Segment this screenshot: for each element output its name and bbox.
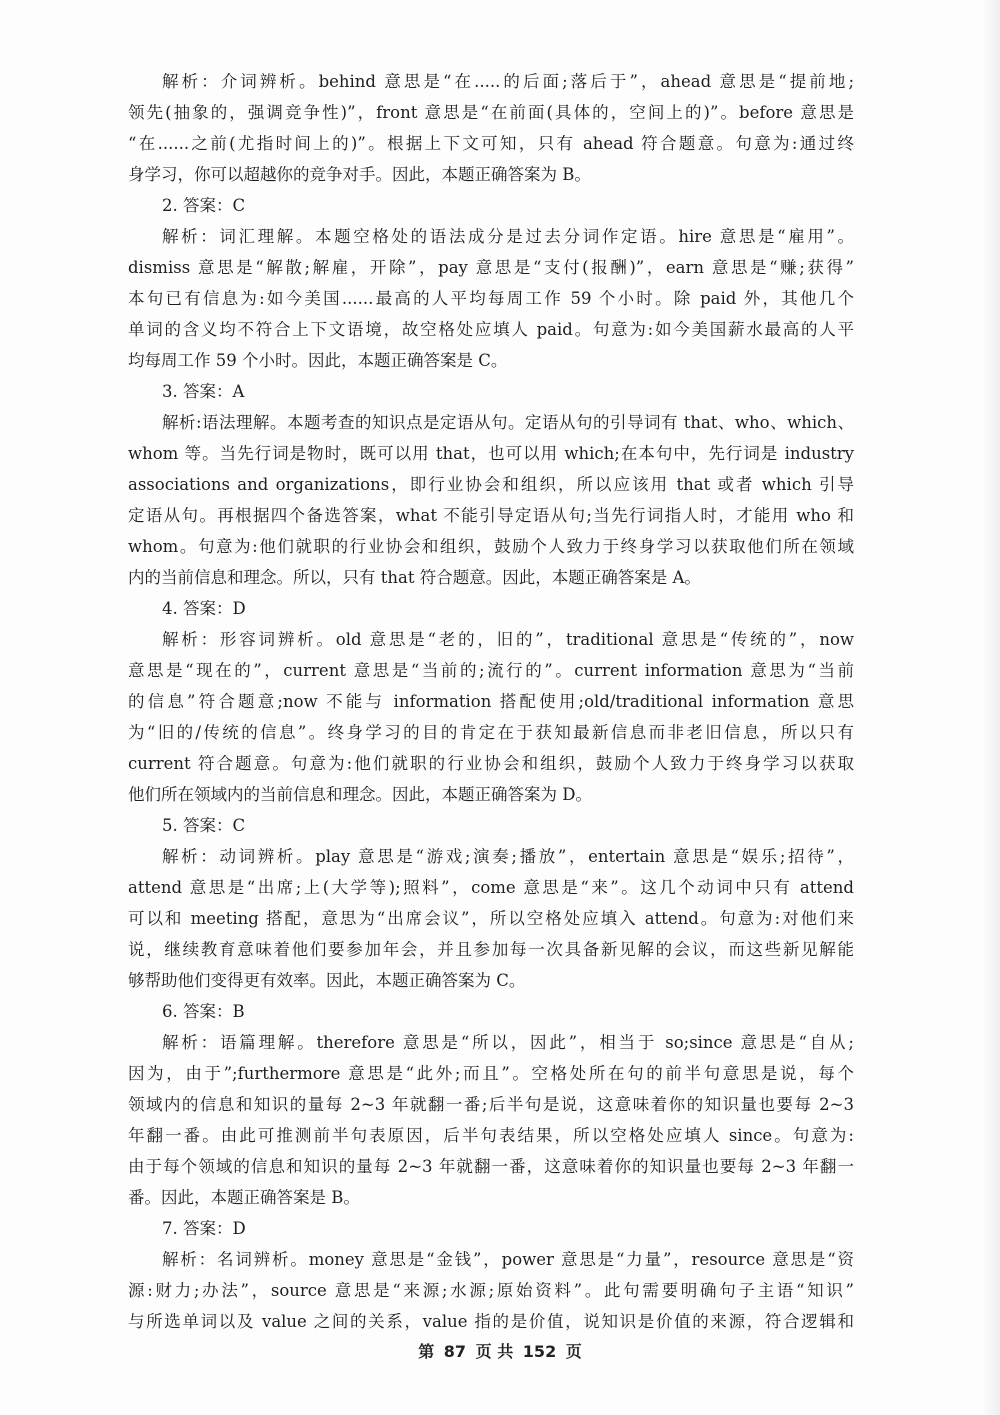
answer-heading: 3. 答案：A: [162, 382, 245, 401]
answer-heading: 7. 答案：D: [162, 1219, 246, 1238]
footer-middle: 页 共: [475, 1342, 514, 1361]
text-line: 源:财力;办法”，source 意思是“来源;水源;原始资料”。此句需要明确句子主语“知识”: [128, 1281, 854, 1300]
text-line: 解析:语法理解。本题考查的知识点是定语从句。定语从句的引导词有 that、who、which、: [162, 413, 854, 432]
total-page-count: 152: [522, 1342, 557, 1361]
text-line: current 符合题意。句意为:他们就职的行业协会和组织，鼓励个人致力于终身学习以获取: [128, 754, 854, 773]
scan-edge-shadow: [982, 0, 1000, 1415]
text-line: 年翻一番。由此可推测前半句表原因，后半句表结果，所以空格处应填人 since。句意为:: [128, 1126, 854, 1145]
text-line: 身学习，你可以超越你的竞争对手。因此，本题正确答案为 B。: [128, 165, 591, 184]
text-line: 领域内的信息和知识的量每 2~3 年就翻一番;后半句是说，这意味着你的知识量也要每 2~3: [128, 1095, 854, 1114]
text-line: 均每周工作 59 个小时。因此，本题正确答案是 C。: [128, 351, 508, 370]
text-line: 解析：形容词辨析。old 意思是“老的，旧的”，traditional 意思是“传统的”，now: [162, 630, 854, 649]
answer-heading: 5. 答案：C: [162, 816, 246, 835]
text-line: whom 等。当先行词是物时，既可以用 that，也可以用 which;在本句中，先行词是 industry: [128, 444, 854, 463]
text-line: 与所选单词以及 value 之间的关系，value 指的是价值，说知识是价值的来源，符合逻辑和: [128, 1312, 854, 1331]
footer-prefix: 第: [418, 1342, 435, 1361]
text-line: 够帮助他们变得更有效率。因此，本题正确答案为 C。: [128, 971, 526, 990]
answer-explanations-body: [128, 66, 854, 1337]
text-line: 番。因此，本题正确答案是 B。: [128, 1188, 360, 1207]
answer-heading: 6. 答案：B: [162, 1002, 245, 1021]
text-line: 可以和 meeting 搭配，意思为“出席会议”，所以空格处应填入 attend。句意为:对他们来: [128, 909, 854, 928]
text-line: 本句已有信息为:如今美国......最高的人平均每周工作 59 个小时。除 paid 外，其他几个: [128, 289, 854, 308]
text-line: dismiss 意思是“解散;解雇，开除”，pay 意思是“支付(报酬)”，earn 意思是“赚;获得”: [128, 258, 854, 277]
text-line: 内的当前信息和理念。所以，只有 that 符合题意。因此，本题正确答案是 A。: [128, 568, 701, 587]
page-footer: [0, 1339, 1000, 1362]
text-line: “在......之前(尤指时间上的)”。根据上下文可知，只有 ahead 符合题意。句意为:通过终: [128, 134, 854, 153]
text-line: associations and organizations，即行业协会和组织，所以应该用 that 或者 which 引导: [128, 475, 854, 494]
footer-suffix: 页: [565, 1342, 582, 1361]
current-page-number: 87: [443, 1342, 467, 1361]
text-line: 由于每个领域的信息和知识的量每 2~3 年就翻一番，这意味着你的知识量也要每 2~3 年翻一: [128, 1157, 854, 1176]
text-line: 解析：名词辨析。money 意思是“金钱”，power 意思是“力量”，resource 意思是“资: [162, 1250, 854, 1269]
text-line: 解析：语篇理解。therefore 意思是“所以，因此”，相当于 so;since 意思是“自从;: [162, 1033, 854, 1052]
answer-heading: 2. 答案：C: [162, 196, 246, 215]
text-line: 他们所在领域内的当前信息和理念。因此，本题正确答案为 D。: [128, 785, 592, 804]
text-line: 为“旧的/传统的信息”。终身学习的目的肯定在于获知最新信息而非老旧信息，所以只有: [128, 723, 854, 742]
text-line: 解析：词汇理解。本题空格处的语法成分是过去分词作定语。hire 意思是“雇用”。: [162, 227, 854, 246]
text-line: 单词的含义均不符合上下文语境，故空格处应填人 paid。句意为:如今美国薪水最高的人平: [128, 320, 854, 339]
text-line: 解析：介词辨析。behind 意思是“在.....的后面;落后于”，ahead 意思是“提前地;: [162, 72, 854, 91]
text-line: 领先(抽象的，强调竞争性)”，front 意思是“在前面(具体的，空间上的)”。before 意思是: [128, 103, 854, 122]
text-line: 解析：动词辨析。play 意思是“游戏;演奏;播放”，entertain 意思是“娱乐;招待”，: [162, 847, 854, 866]
text-line: whom。句意为:他们就职的行业协会和组织，鼓励个人致力于终身学习以获取他们所在领域: [128, 537, 854, 556]
text-line: 说，继续教育意味着他们要参加年会，并且参加每一次具备新见解的会议，而这些新见解能: [128, 940, 854, 959]
text-line: 因为，由于”;furthermore 意思是“此外;而且”。空格处所在句的前半句意思是说，每个: [128, 1064, 854, 1083]
text-line: attend 意思是“出席;上(大学等);照料”，come 意思是“来”。这几个动词中只有 attend: [128, 878, 854, 897]
text-line: 意思是“现在的”，current 意思是“当前的;流行的”。current information 意思为“当前: [128, 661, 854, 680]
text-line: 的信息”符合题意;now 不能与 information 搭配使用;old/traditional information 意思: [128, 692, 854, 711]
answer-heading: 4. 答案：D: [162, 599, 246, 618]
text-line: 定语从句。再根据四个备选答案，what 不能引导定语从句;当先行词指人时，才能用 who 和: [128, 506, 854, 525]
